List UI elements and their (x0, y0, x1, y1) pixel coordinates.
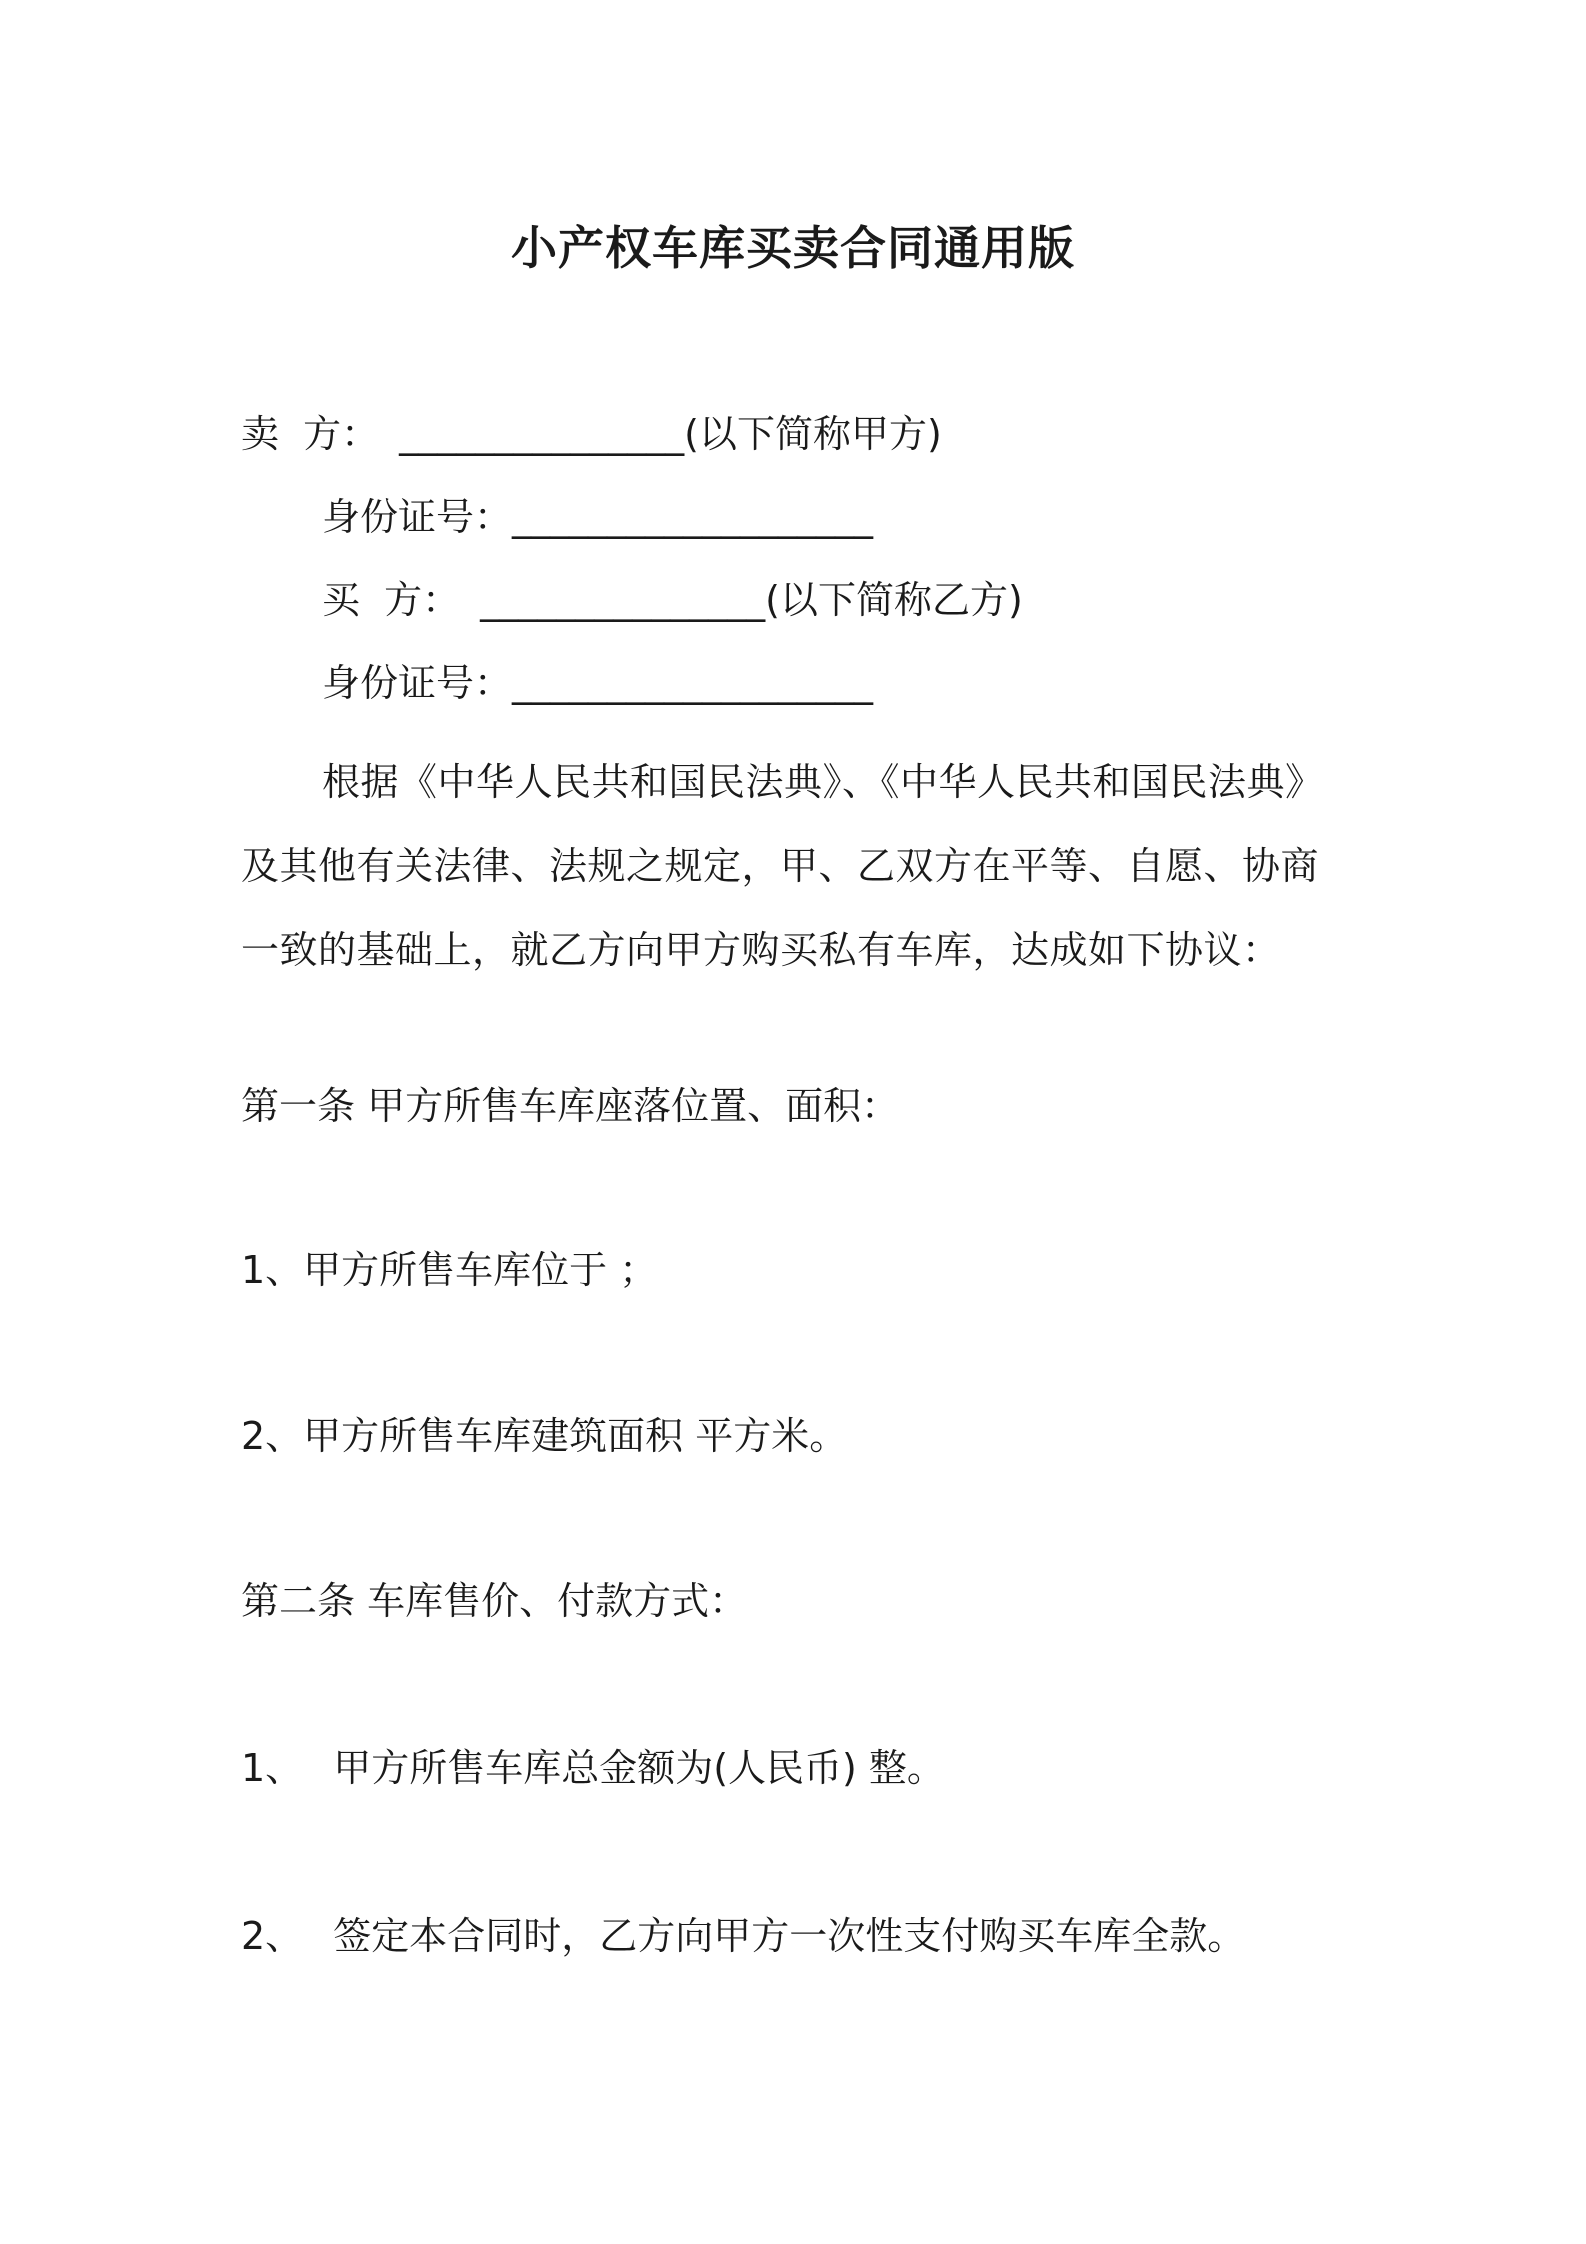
buyer-id-line (322, 659, 873, 707)
seller-line (241, 410, 942, 458)
buyer-line (322, 576, 1023, 624)
buyer-label: 买 方： (322, 578, 461, 622)
article1-item1: 1、甲方所售车库位于 ； (241, 1248, 658, 1292)
article2-item1-number: 1、 (241, 1746, 304, 1790)
buyer-id-label: 身份证号： (322, 661, 513, 705)
article2-title: 第二条 车库售价、付款方式： (241, 1579, 748, 1623)
article2-item1 (241, 1744, 945, 1792)
seller-label: 卖 方： (241, 412, 380, 456)
seller-id-label: 身份证号： (322, 495, 513, 539)
article1-title: 第一条 甲方所售车库座落位置、面积： (241, 1084, 900, 1128)
preamble-paragraph: 根据《中华人民共和国民法典》、《中华人民共和国民法典》及其他有关法律、法规之规定，甲、乙双方在平等、自愿、协商一致的基础上，就乙方向甲方购买私有车库，达成如下协议： (241, 760, 1324, 972)
seller-id-line (322, 493, 873, 541)
buyer-blank: _______________(以下简称乙方) (480, 578, 1023, 622)
article1-item2: 2、甲方所售车库建筑面积 平方米。 (241, 1414, 848, 1458)
buyer-id-blank: ___________________ (512, 661, 874, 705)
article2-item2-number: 2、 (241, 1914, 304, 1958)
article2-item1-text: 甲方所售车库总金额为(人民币) 整。 (333, 1746, 945, 1790)
document-title: 小产权车库买卖合同通用版 (511, 221, 1075, 275)
seller-id-blank: ___________________ (512, 495, 874, 539)
article2-item2 (241, 1912, 1245, 1960)
article2-item2-text: 签定本合同时，乙方向甲方一次性支付购买车库全款。 (333, 1914, 1246, 1958)
seller-blank: _______________(以下简称甲方) (399, 412, 942, 456)
